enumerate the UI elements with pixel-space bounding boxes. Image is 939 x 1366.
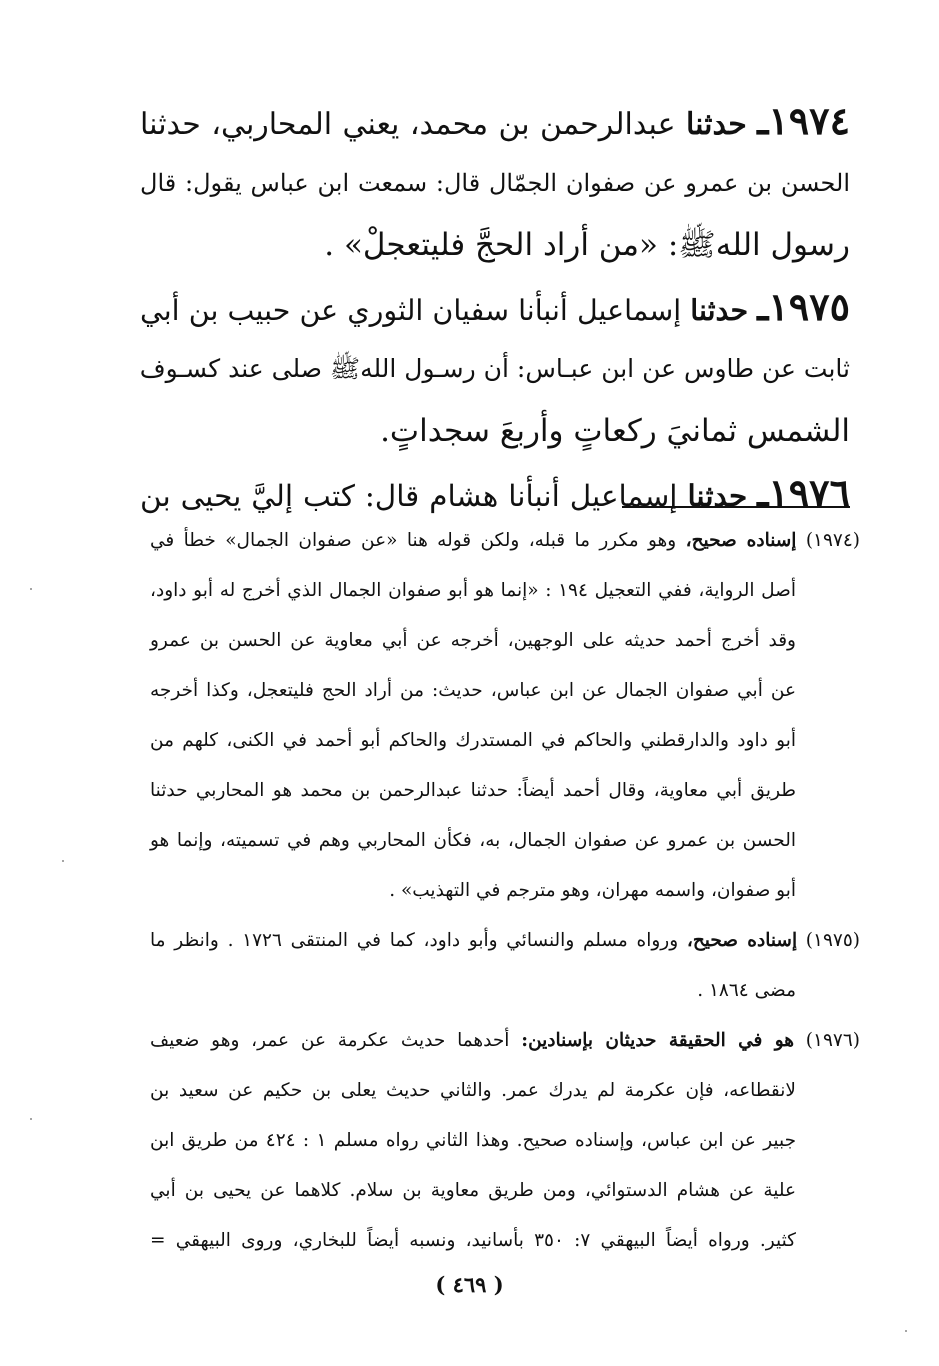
- hadith-1975-line-1: [140, 276, 850, 338]
- hadith-number: ١٩٧٦ـ: [757, 470, 850, 515]
- footnote-line-text: أبو صفوان، واسمه مهران، وهو مترجم في التهذيب» .: [389, 880, 796, 901]
- footnote-separator: [622, 506, 850, 508]
- footnote-verdict: هو في الحقيقة حديثان بإسنادين:: [521, 1030, 795, 1051]
- footnote-line-text: عن أبي صفوان الجمال عن ابن عباس، حديث: من أراد الحج فليتعجل، وكذا أخرجه: [150, 680, 796, 701]
- footnote-1974-line-4: [150, 666, 860, 716]
- hadith-lead: حدثنا: [687, 478, 748, 513]
- footnote-1976-line-4: [150, 1166, 860, 1216]
- footnote-line-text: علية عن هشام الدستوائي، ومن طريق معاوية بن سلام. كلاهما عن يحيى بن أبي: [150, 1180, 796, 1201]
- footnote-1976-line-5: [150, 1216, 860, 1266]
- hadith-line-text: عبدالرحمن بن محمد، يعني المحاربي، حدثنا: [140, 107, 676, 142]
- footnote-1974-line-5: [150, 716, 860, 766]
- footnote-number: (١٩٧٥): [805, 930, 860, 951]
- footnote-line-text: طريق أبي معاوية، وقال أحمد أيضاً: حدثنا عبدالرحمن بن محمد هو المحاربي حدثنا: [150, 780, 796, 801]
- hadith-1974-line-3: [140, 214, 850, 276]
- footnote-1975-line-2: [150, 966, 860, 1016]
- scan-speck: [62, 860, 64, 862]
- hadith-1974-line-2: [140, 152, 850, 214]
- footnote-number: (١٩٧٦): [805, 1030, 860, 1051]
- footnotes: [150, 516, 860, 1266]
- footnote-1976-line-2: [150, 1066, 860, 1116]
- hadith-1976-line-1: [140, 462, 850, 524]
- footnote-1974-line-6: [150, 766, 860, 816]
- hadith-1974-line-1: [140, 90, 850, 152]
- footnote-verdict: إسناده صحيح،: [686, 930, 798, 951]
- scan-speck: [30, 1118, 32, 1120]
- footnote-line-text: لانقطاعه، فإن عكرمة لم يدرك عمر. والثاني حديث يعلى بن حكيم عن سعيد بن: [150, 1080, 796, 1101]
- footnote-1974-line-1: [150, 516, 860, 566]
- hadith-1975-line-2: [140, 338, 850, 400]
- footnote-line-text: كثير. ورواه أيضاً البيهقي ٧: ٣٥٠ بأسانيد، ونسبه أيضاً للبخاري، وروى البيهقي =: [150, 1230, 796, 1251]
- hadith-1975-line-3: [140, 400, 850, 462]
- hadith-line-text: إسماعيل أنبأنا هشام قال: كتب إليَّ يحيى بن: [140, 479, 678, 513]
- hadith-text: [140, 90, 850, 524]
- footnote-1975-line-1: [150, 916, 860, 966]
- hadith-lead: حدثنا: [690, 293, 749, 327]
- footnote-line-text: أحدهما حديث عكرمة عن عمر، وهو ضعيف: [150, 1030, 510, 1051]
- footnote-line-text: وهو مكرر ما قبله، ولكن قوله هنا «عن صفوان الجمال» خطأ في: [150, 530, 677, 551]
- hadith-number: ١٩٧٥ـ: [757, 284, 851, 329]
- scan-speck: [30, 588, 32, 590]
- footnote-1974-line-2: [150, 566, 860, 616]
- hadith-line-text: الحسن بن عمرو عن صفوان الجمّال قال: سمعت ابن عباس يقول: قال: [140, 169, 850, 197]
- footnote-1976-line-1: [150, 1016, 860, 1066]
- footnote-number: (١٩٧٤): [805, 530, 860, 551]
- hadith-line-text: رسول اللهﷺ: «من أراد الحجَّ فليتعجلْ» .: [324, 227, 850, 263]
- footnote-line-text: أبو داود والدارقطني والحاكم في المستدرك والحاكم أبو أحمد في الكنى، كلهم من: [150, 730, 796, 751]
- footnote-line-text: وقد أخرج أحمد حديثه على الوجهين، أخرجه عن أبي معاوية عن الحسن بن عمرو: [150, 630, 796, 651]
- footnote-1974-line-8: [150, 866, 860, 916]
- page-number: ( ٤٦٩ ): [435, 1272, 504, 1297]
- footnote-line-text: الحسن بن عمرو عن صفوان الجمال، به، فكأن المحاربي وهم في تسميته، وإنما هو: [150, 830, 796, 851]
- footnote-1974-line-7: [150, 816, 860, 866]
- footnote-line-text: جبير عن ابن عباس، وإسناده صحيح. وهذا الثاني رواه مسلم ١ : ٤٢٤ من طريق ابن: [150, 1130, 797, 1151]
- footnote-1974-line-3: [150, 616, 860, 666]
- footnote-line-text: أصل الرواية، ففي التعجيل ١٩٤ : «إنما هو أبو صفوان الجمال الذي أخرج له أبو داود،: [150, 580, 796, 601]
- hadith-line-text: إسماعيل أنبأنا سفيان الثوري عن حبيب بن أبي: [140, 294, 682, 327]
- footnote-1976-line-3: [150, 1116, 860, 1166]
- footnote-verdict: إسناده صحيح،: [685, 530, 797, 551]
- footnote-line-text: مضى ١٨٦٤ .: [697, 980, 796, 1001]
- hadith-lead: حدثنا: [685, 107, 747, 142]
- hadith-line-text: الشمس ثمانيَ ركعاتٍ وأربعَ سجداتٍ.: [380, 413, 850, 449]
- hadith-number: ١٩٧٤ـ: [757, 98, 850, 143]
- hadith-line-text: ثابت عن طاوس عن ابن عبـاس: أن رسـول اللهﷺ صلى عند كسـوف: [139, 354, 850, 383]
- scan-speck: [905, 1330, 907, 1332]
- footnote-line-text: ورواه مسلم والنسائي وأبو داود، كما في المنتقى ١٧٢٦ . وانظر ما: [150, 930, 679, 951]
